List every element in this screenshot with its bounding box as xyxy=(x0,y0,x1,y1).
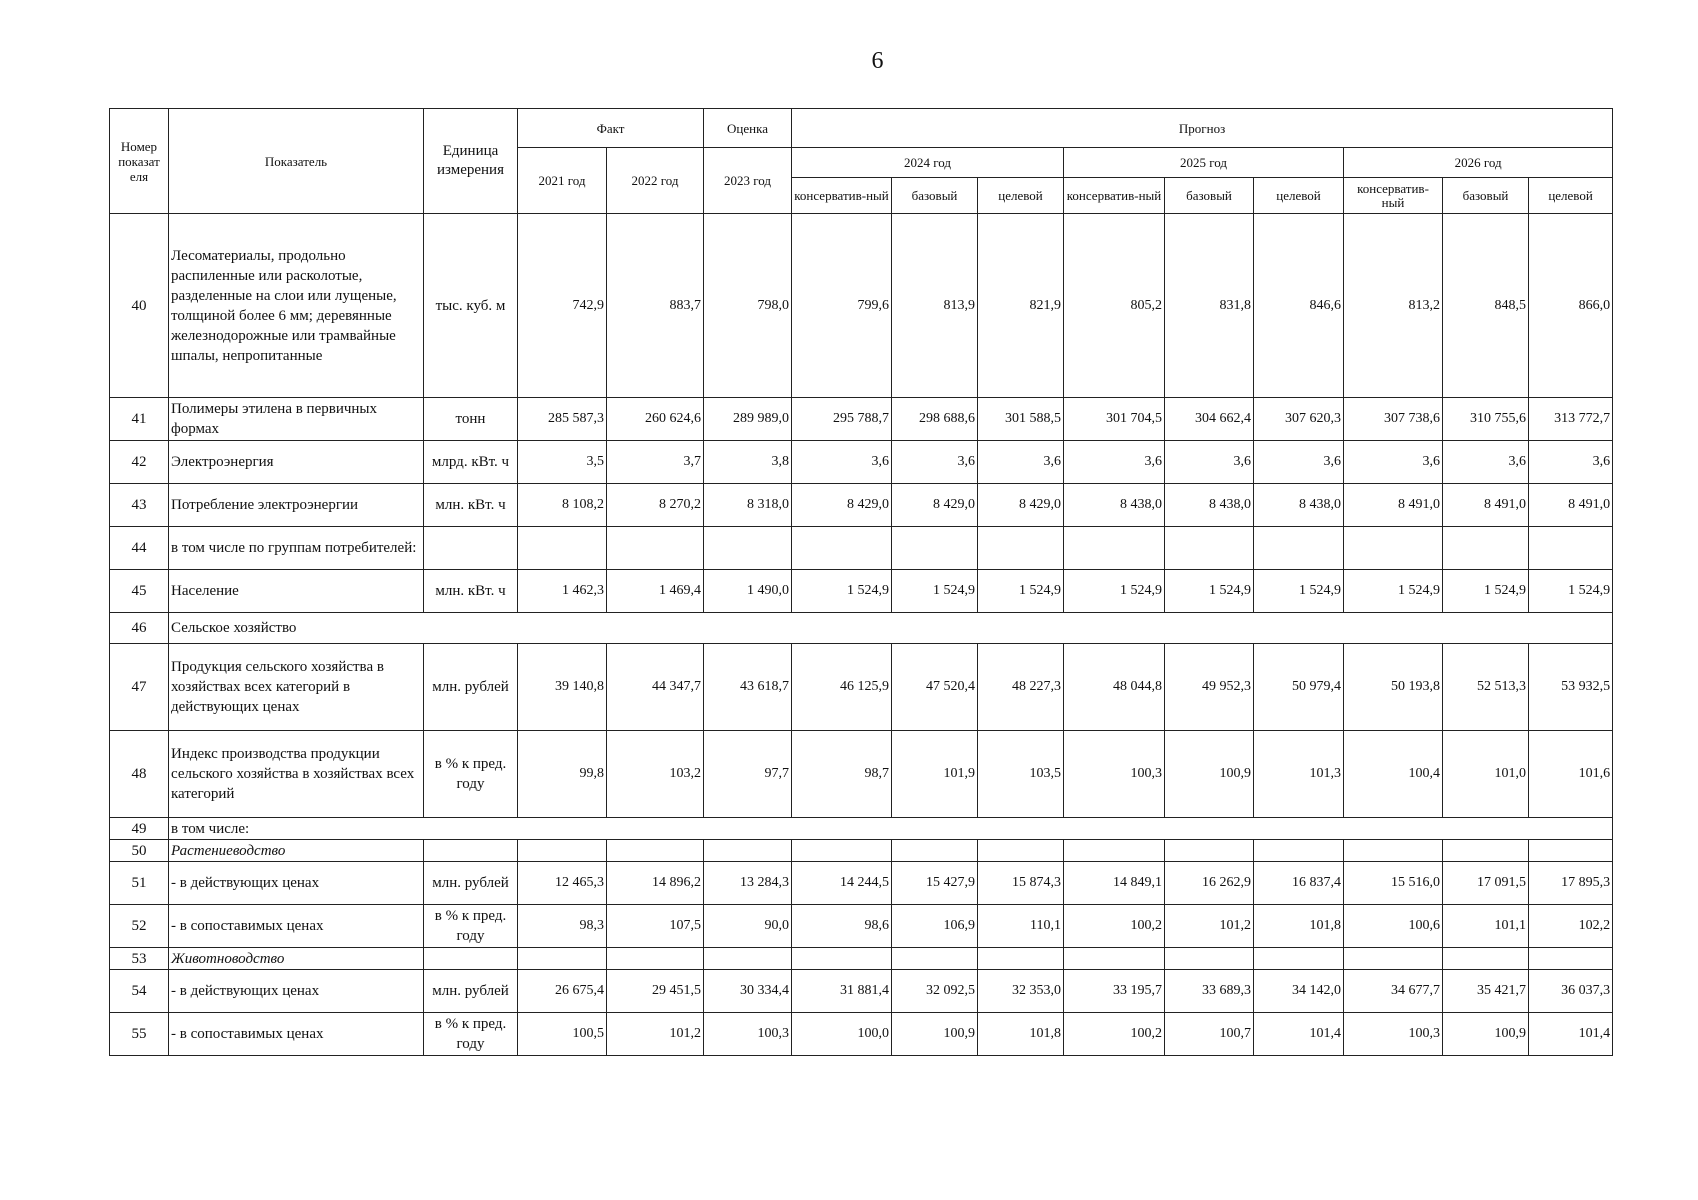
table-row xyxy=(110,441,1613,484)
row-value: 831,8 xyxy=(1165,214,1254,398)
table-header xyxy=(110,109,1613,214)
header-2024-target: целевой xyxy=(978,178,1064,214)
row-value: 100,5 xyxy=(518,1013,607,1056)
row-value xyxy=(607,527,704,570)
row-value: 101,2 xyxy=(607,1013,704,1056)
row-value: 16 837,4 xyxy=(1254,862,1344,905)
row-value xyxy=(1443,948,1529,970)
header-year-2025: 2025 год xyxy=(1064,148,1344,178)
row-value xyxy=(1165,527,1254,570)
row-value xyxy=(1254,527,1344,570)
row-indicator: - в сопоставимых ценах xyxy=(169,1013,424,1056)
row-value: 848,5 xyxy=(1443,214,1529,398)
row-value: 8 108,2 xyxy=(518,484,607,527)
row-value: 100,2 xyxy=(1064,905,1165,948)
row-value xyxy=(792,948,892,970)
row-value: 52 513,3 xyxy=(1443,644,1529,731)
header-year-2023: 2023 год xyxy=(704,148,792,214)
row-value: 98,7 xyxy=(792,731,892,818)
row-value: 3,6 xyxy=(1443,441,1529,484)
row-value: 16 262,9 xyxy=(1165,862,1254,905)
row-value xyxy=(607,948,704,970)
row-value: 106,9 xyxy=(892,905,978,948)
row-value xyxy=(704,840,792,862)
header-2026-conservative: консерватив-ный xyxy=(1344,178,1443,214)
row-value: 805,2 xyxy=(1064,214,1165,398)
row-value: 307 620,3 xyxy=(1254,398,1344,441)
row-value: 1 524,9 xyxy=(1443,570,1529,613)
row-value: 307 738,6 xyxy=(1344,398,1443,441)
row-value xyxy=(1254,840,1344,862)
row-value: 49 952,3 xyxy=(1165,644,1254,731)
header-indicator: Показатель xyxy=(169,109,424,214)
row-value: 101,2 xyxy=(1165,905,1254,948)
row-value: 301 588,5 xyxy=(978,398,1064,441)
row-value: 1 462,3 xyxy=(518,570,607,613)
row-value xyxy=(792,840,892,862)
row-value: 101,9 xyxy=(892,731,978,818)
row-number: 55 xyxy=(110,1013,169,1056)
row-value: 3,6 xyxy=(1254,441,1344,484)
row-value xyxy=(978,840,1064,862)
table-row xyxy=(110,1013,1613,1056)
row-value: 260 624,6 xyxy=(607,398,704,441)
row-value: 1 524,9 xyxy=(1529,570,1613,613)
row-value: 103,5 xyxy=(978,731,1064,818)
row-value: 100,3 xyxy=(1064,731,1165,818)
row-value xyxy=(704,527,792,570)
row-value: 101,8 xyxy=(1254,905,1344,948)
header-estimate: Оценка xyxy=(704,109,792,148)
row-value xyxy=(892,948,978,970)
table-row xyxy=(110,905,1613,948)
row-number: 53 xyxy=(110,948,169,970)
row-value: 29 451,5 xyxy=(607,970,704,1013)
row-value: 100,6 xyxy=(1344,905,1443,948)
row-value xyxy=(1529,527,1613,570)
row-value: 3,6 xyxy=(792,441,892,484)
table-row xyxy=(110,644,1613,731)
row-number: 50 xyxy=(110,840,169,862)
row-number: 51 xyxy=(110,862,169,905)
row-value xyxy=(978,948,1064,970)
row-value: 100,9 xyxy=(1443,1013,1529,1056)
row-number: 48 xyxy=(110,731,169,818)
row-value: 33 195,7 xyxy=(1064,970,1165,1013)
row-value: 8 429,0 xyxy=(978,484,1064,527)
row-value xyxy=(1529,840,1613,862)
row-value: 1 469,4 xyxy=(607,570,704,613)
row-value: 101,3 xyxy=(1254,731,1344,818)
row-value: 821,9 xyxy=(978,214,1064,398)
row-indicator: - в действующих ценах xyxy=(169,862,424,905)
row-value: 103,2 xyxy=(607,731,704,818)
row-indicator: Население xyxy=(169,570,424,613)
row-indicator: Сельское хозяйство xyxy=(169,613,1613,644)
row-value: 50 979,4 xyxy=(1254,644,1344,731)
row-value xyxy=(792,527,892,570)
row-value: 100,3 xyxy=(1344,1013,1443,1056)
row-unit: в % к пред. году xyxy=(424,1013,518,1056)
row-value: 101,4 xyxy=(1254,1013,1344,1056)
row-value: 3,6 xyxy=(892,441,978,484)
row-value: 1 524,9 xyxy=(1165,570,1254,613)
header-2024-conservative: консерватив-ный xyxy=(792,178,892,214)
row-value xyxy=(1344,948,1443,970)
row-value: 3,6 xyxy=(1165,441,1254,484)
row-value: 26 675,4 xyxy=(518,970,607,1013)
header-2025-conservative: консерватив-ный xyxy=(1064,178,1165,214)
row-unit: в % к пред. году xyxy=(424,731,518,818)
row-value: 8 438,0 xyxy=(1064,484,1165,527)
table-row xyxy=(110,398,1613,441)
row-unit: млрд. кВт. ч xyxy=(424,441,518,484)
row-value: 100,9 xyxy=(892,1013,978,1056)
row-value: 3,6 xyxy=(978,441,1064,484)
row-value: 742,9 xyxy=(518,214,607,398)
header-year-2021: 2021 год xyxy=(518,148,607,214)
row-value xyxy=(1064,527,1165,570)
row-value: 1 524,9 xyxy=(978,570,1064,613)
row-value: 799,6 xyxy=(792,214,892,398)
row-value: 1 490,0 xyxy=(704,570,792,613)
row-indicator: Лесоматериалы, продольно распиленные или расколотые, разделенные на слои или лущеные, толщиной более 6 мм; деревянные железнодорожные или трамвайные шпалы, непропитанные xyxy=(169,214,424,398)
row-value: 53 932,5 xyxy=(1529,644,1613,731)
row-value: 8 491,0 xyxy=(1443,484,1529,527)
table-row xyxy=(110,570,1613,613)
row-value: 8 491,0 xyxy=(1529,484,1613,527)
header-forecast: Прогноз xyxy=(792,109,1613,148)
row-value: 866,0 xyxy=(1529,214,1613,398)
row-value: 8 438,0 xyxy=(1254,484,1344,527)
row-value xyxy=(978,527,1064,570)
row-value: 17 091,5 xyxy=(1443,862,1529,905)
row-value: 33 689,3 xyxy=(1165,970,1254,1013)
row-value: 289 989,0 xyxy=(704,398,792,441)
row-value: 102,2 xyxy=(1529,905,1613,948)
row-number: 54 xyxy=(110,970,169,1013)
row-value: 1 524,9 xyxy=(892,570,978,613)
row-indicator: Животноводство xyxy=(169,948,424,970)
row-value: 3,5 xyxy=(518,441,607,484)
row-value: 101,6 xyxy=(1529,731,1613,818)
header-2025-base: базовый xyxy=(1165,178,1254,214)
row-value: 101,0 xyxy=(1443,731,1529,818)
row-value: 107,5 xyxy=(607,905,704,948)
row-value xyxy=(1443,840,1529,862)
row-value xyxy=(704,948,792,970)
row-value xyxy=(1529,948,1613,970)
row-value xyxy=(1064,840,1165,862)
row-value: 8 429,0 xyxy=(892,484,978,527)
row-value: 1 524,9 xyxy=(792,570,892,613)
table-row xyxy=(110,862,1613,905)
row-value: 3,6 xyxy=(1344,441,1443,484)
row-value: 15 427,9 xyxy=(892,862,978,905)
row-value: 30 334,4 xyxy=(704,970,792,1013)
row-value: 301 704,5 xyxy=(1064,398,1165,441)
row-value: 47 520,4 xyxy=(892,644,978,731)
row-value: 285 587,3 xyxy=(518,398,607,441)
row-value: 90,0 xyxy=(704,905,792,948)
row-value: 100,2 xyxy=(1064,1013,1165,1056)
row-value: 48 044,8 xyxy=(1064,644,1165,731)
row-value xyxy=(892,527,978,570)
row-value: 14 244,5 xyxy=(792,862,892,905)
row-unit xyxy=(424,948,518,970)
table-row xyxy=(110,948,1613,970)
row-value: 46 125,9 xyxy=(792,644,892,731)
header-year-2026: 2026 год xyxy=(1344,148,1613,178)
row-value: 798,0 xyxy=(704,214,792,398)
row-indicator: Электроэнергия xyxy=(169,441,424,484)
header-year-2024: 2024 год xyxy=(792,148,1064,178)
row-value: 99,8 xyxy=(518,731,607,818)
row-value: 100,4 xyxy=(1344,731,1443,818)
table-row xyxy=(110,214,1613,398)
row-value xyxy=(518,948,607,970)
row-value: 813,9 xyxy=(892,214,978,398)
header-fact: Факт xyxy=(518,109,704,148)
row-value: 3,8 xyxy=(704,441,792,484)
row-value: 3,6 xyxy=(1529,441,1613,484)
row-value xyxy=(1064,948,1165,970)
row-value: 304 662,4 xyxy=(1165,398,1254,441)
row-value: 31 881,4 xyxy=(792,970,892,1013)
row-indicator: - в сопоставимых ценах xyxy=(169,905,424,948)
header-2026-target: целевой xyxy=(1529,178,1613,214)
row-value: 15 874,3 xyxy=(978,862,1064,905)
row-value: 35 421,7 xyxy=(1443,970,1529,1013)
row-value: 100,7 xyxy=(1165,1013,1254,1056)
table-row xyxy=(110,818,1613,840)
row-unit: тонн xyxy=(424,398,518,441)
header-2026-base: базовый xyxy=(1443,178,1529,214)
row-value: 12 465,3 xyxy=(518,862,607,905)
row-number: 43 xyxy=(110,484,169,527)
row-number: 49 xyxy=(110,818,169,840)
row-value: 48 227,3 xyxy=(978,644,1064,731)
row-value xyxy=(518,527,607,570)
row-value: 3,6 xyxy=(1064,441,1165,484)
row-indicator: Растениеводство xyxy=(169,840,424,862)
row-number: 44 xyxy=(110,527,169,570)
row-indicator: в том числе по группам потребителей: xyxy=(169,527,424,570)
row-value: 32 353,0 xyxy=(978,970,1064,1013)
row-unit: млн. рублей xyxy=(424,970,518,1013)
row-unit: млн. рублей xyxy=(424,644,518,731)
header-2024-base: базовый xyxy=(892,178,978,214)
row-unit xyxy=(424,840,518,862)
row-unit: млн. кВт. ч xyxy=(424,484,518,527)
row-value: 813,2 xyxy=(1344,214,1443,398)
row-value xyxy=(1344,527,1443,570)
table-row xyxy=(110,527,1613,570)
row-value: 310 755,6 xyxy=(1443,398,1529,441)
row-value: 8 491,0 xyxy=(1344,484,1443,527)
row-indicator: Полимеры этилена в первичных формах xyxy=(169,398,424,441)
row-value: 43 618,7 xyxy=(704,644,792,731)
row-value xyxy=(607,840,704,862)
row-number: 40 xyxy=(110,214,169,398)
row-indicator: - в действующих ценах xyxy=(169,970,424,1013)
row-value: 1 524,9 xyxy=(1254,570,1344,613)
row-value: 44 347,7 xyxy=(607,644,704,731)
header-unit: Единица измерения xyxy=(424,109,518,214)
row-number: 41 xyxy=(110,398,169,441)
row-value xyxy=(1254,948,1344,970)
header-number: Номер показат еля xyxy=(110,109,169,214)
row-unit: в % к пред. году xyxy=(424,905,518,948)
row-number: 42 xyxy=(110,441,169,484)
row-number: 52 xyxy=(110,905,169,948)
row-value: 8 318,0 xyxy=(704,484,792,527)
row-value: 846,6 xyxy=(1254,214,1344,398)
row-value: 100,0 xyxy=(792,1013,892,1056)
row-value: 8 429,0 xyxy=(792,484,892,527)
row-value: 1 524,9 xyxy=(1064,570,1165,613)
row-value: 8 438,0 xyxy=(1165,484,1254,527)
row-value: 101,4 xyxy=(1529,1013,1613,1056)
row-value: 15 516,0 xyxy=(1344,862,1443,905)
row-number: 47 xyxy=(110,644,169,731)
row-indicator: в том числе: xyxy=(169,818,1613,840)
row-value: 8 270,2 xyxy=(607,484,704,527)
row-value xyxy=(1165,948,1254,970)
row-value: 883,7 xyxy=(607,214,704,398)
row-number: 45 xyxy=(110,570,169,613)
row-value: 101,1 xyxy=(1443,905,1529,948)
row-value: 13 284,3 xyxy=(704,862,792,905)
row-value: 17 895,3 xyxy=(1529,862,1613,905)
row-value: 32 092,5 xyxy=(892,970,978,1013)
row-value: 98,3 xyxy=(518,905,607,948)
row-indicator: Продукция сельского хозяйства в хозяйствах всех категорий в действующих ценах xyxy=(169,644,424,731)
row-unit: млн. кВт. ч xyxy=(424,570,518,613)
row-value: 98,6 xyxy=(792,905,892,948)
row-value: 1 524,9 xyxy=(1344,570,1443,613)
row-value: 36 037,3 xyxy=(1529,970,1613,1013)
row-value xyxy=(892,840,978,862)
row-value: 39 140,8 xyxy=(518,644,607,731)
row-value: 34 677,7 xyxy=(1344,970,1443,1013)
row-value: 295 788,7 xyxy=(792,398,892,441)
row-value: 100,3 xyxy=(704,1013,792,1056)
row-value: 14 896,2 xyxy=(607,862,704,905)
table-row xyxy=(110,970,1613,1013)
row-value: 110,1 xyxy=(978,905,1064,948)
forecast-table xyxy=(109,108,1613,1056)
row-unit: тыс. куб. м xyxy=(424,214,518,398)
table-body xyxy=(110,214,1613,1056)
table-row xyxy=(110,613,1613,644)
header-2025-target: целевой xyxy=(1254,178,1344,214)
row-indicator: Индекс производства продукции сельского хозяйства в хозяйствах всех категорий xyxy=(169,731,424,818)
row-number: 46 xyxy=(110,613,169,644)
row-value: 97,7 xyxy=(704,731,792,818)
page-number: 6 xyxy=(871,48,884,74)
table-row xyxy=(110,731,1613,818)
row-value: 34 142,0 xyxy=(1254,970,1344,1013)
row-value: 101,8 xyxy=(978,1013,1064,1056)
row-value xyxy=(1443,527,1529,570)
row-value xyxy=(518,840,607,862)
row-value: 50 193,8 xyxy=(1344,644,1443,731)
row-value xyxy=(1344,840,1443,862)
row-value xyxy=(1165,840,1254,862)
row-value: 313 772,7 xyxy=(1529,398,1613,441)
row-indicator: Потребление электроэнергии xyxy=(169,484,424,527)
table-row xyxy=(110,484,1613,527)
header-year-2022: 2022 год xyxy=(607,148,704,214)
row-unit xyxy=(424,527,518,570)
row-unit: млн. рублей xyxy=(424,862,518,905)
table-row xyxy=(110,840,1613,862)
row-value: 298 688,6 xyxy=(892,398,978,441)
row-value: 100,9 xyxy=(1165,731,1254,818)
row-value: 14 849,1 xyxy=(1064,862,1165,905)
row-value: 3,7 xyxy=(607,441,704,484)
